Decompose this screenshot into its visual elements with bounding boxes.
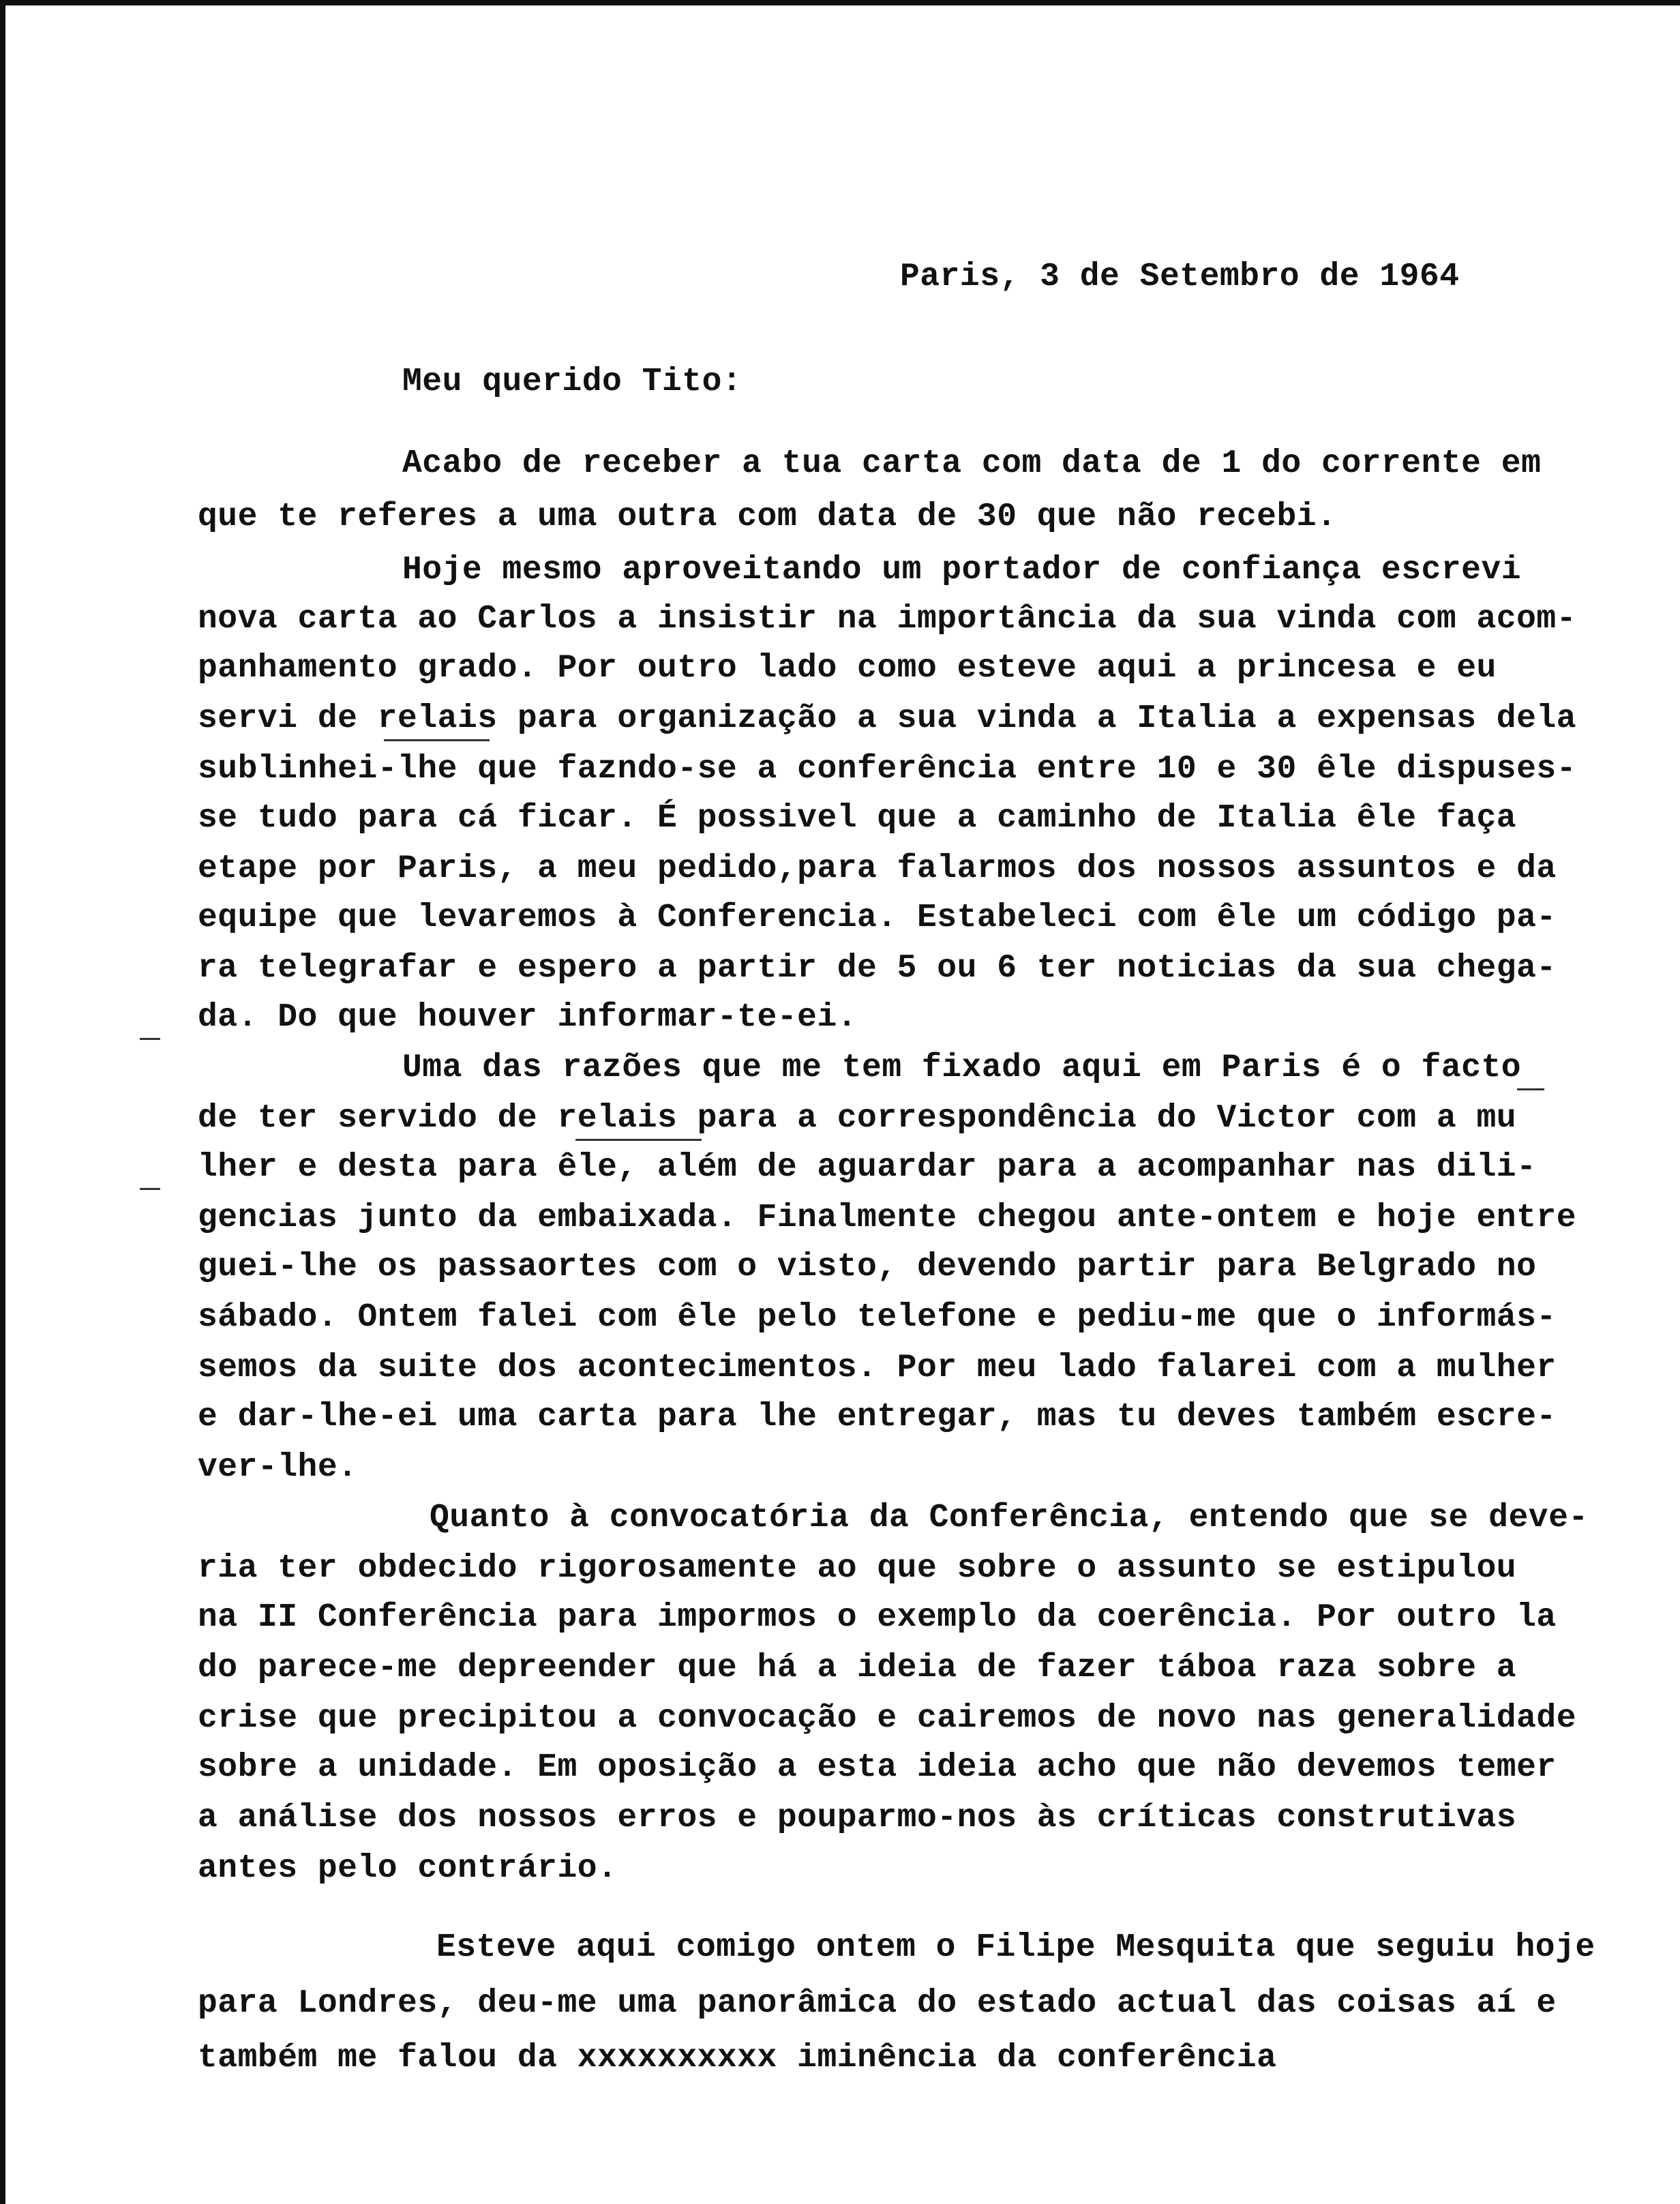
letter-salutation: Meu querido Tito: <box>402 363 742 400</box>
letter-line: equipe que levaremos à Conferencia. Estabeleci com êle um código pa- <box>198 899 1557 936</box>
margin-mark <box>140 1038 160 1040</box>
letter-line: que te referes a uma outra com data de 30 que não recebi. <box>198 498 1337 535</box>
letter-line: da. Do que houver informar-te-ei. <box>198 999 858 1036</box>
letter-line: e dar-lhe-ei uma carta para lhe entregar, mas tu deves também escre- <box>198 1399 1557 1435</box>
letter-line: ver-lhe. <box>198 1449 358 1486</box>
letter-line: guei-lhe os passaortes com o visto, devendo partir para Belgrado no <box>198 1249 1537 1285</box>
letter-line: ra telegrafar e espero a partir de 5 ou 6 ter noticias da sua chega- <box>198 950 1557 987</box>
letter-line-relais <box>198 698 1576 739</box>
letter-line: etape por Paris, a meu pedido,para falarmos dos nossos assuntos e da <box>198 850 1557 887</box>
letter-line: nova carta ao Carlos a insistir na importância da sua vinda com acom- <box>198 601 1577 638</box>
letter-line: do parece-me depreender que há a ideia de fazer táboa raza sobre a <box>198 1650 1517 1686</box>
underline-relais <box>384 739 490 741</box>
letter-line: Esteve aqui comigo ontem o Filipe Mesquita que seguiu hoje <box>436 1929 1595 1966</box>
letter-line: Uma das razões que me tem fixado aqui em Paris é o facto <box>402 1049 1522 1086</box>
margin-mark <box>140 1188 160 1190</box>
letter-line: para Londres, deu-me uma panorâmica do estado actual das coisas aí e <box>198 1985 1557 2022</box>
letter-line: Acabo de receber a tua carta com data de 1 do corrente em <box>402 445 1542 482</box>
letter-line: se tudo para cá ficar. É possivel que a caminho de Italia êle faça <box>198 800 1517 837</box>
letter-line: na II Conferência para impormos o exemplo da coerência. Por outro la <box>198 1599 1557 1636</box>
letter-line: gencias junto da embaixada. Finalmente chegou ante-ontem e hoje entre <box>198 1200 1577 1236</box>
letter-line: lher e desta para êle, além de aguardar para a acompanhar nas dili- <box>198 1149 1537 1186</box>
letter-line: ria ter obdecido rigorosamente ao que sobre o assunto se estipulou <box>198 1550 1517 1587</box>
underline-relais <box>575 1139 702 1141</box>
letter-line: Hoje mesmo aproveitando um portador de confiança escrevi <box>402 552 1522 589</box>
letter-line: antes pelo contrário. <box>198 1850 618 1887</box>
letter-line: Quanto à convocatória da Conferência, entendo que se deve- <box>430 1500 1589 1536</box>
letter-line-relais: de ter servido de relais para a correspondência do Victor com a mu <box>198 1100 1517 1137</box>
letter-line: panhamento grado. Por outro lado como esteve aqui a princesa e eu <box>198 650 1497 687</box>
letter-line: também me falou da xxxxxxxxxx iminência da conferência <box>198 2040 1277 2076</box>
margin-mark <box>1517 1088 1544 1090</box>
letter-text: servi de relais para organização a sua vinda a Italia a expensas dela <box>198 700 1577 737</box>
letter-date: Paris, 3 de Setembro de 1964 <box>900 258 1460 295</box>
letter-line: crise que precipitou a convocação e cairemos de novo nas generalidade <box>198 1700 1577 1737</box>
letter-line: a análise dos nossos erros e pouparmo-nos às críticas construtivas <box>198 1800 1517 1836</box>
letter-line: sublinhei-lhe que fazndo-se a conferência entre 10 e 30 êle dispuses- <box>198 751 1577 788</box>
letter-line: sábado. Ontem falei com êle pelo telefone e pediu-me que o informás- <box>198 1299 1557 1336</box>
letter-line: sobre a unidade. Em oposição a esta ideia acho que não devemos temer <box>198 1749 1557 1786</box>
letter-line: semos da suite dos acontecimentos. Por meu lado falarei com a mulher <box>198 1350 1557 1386</box>
